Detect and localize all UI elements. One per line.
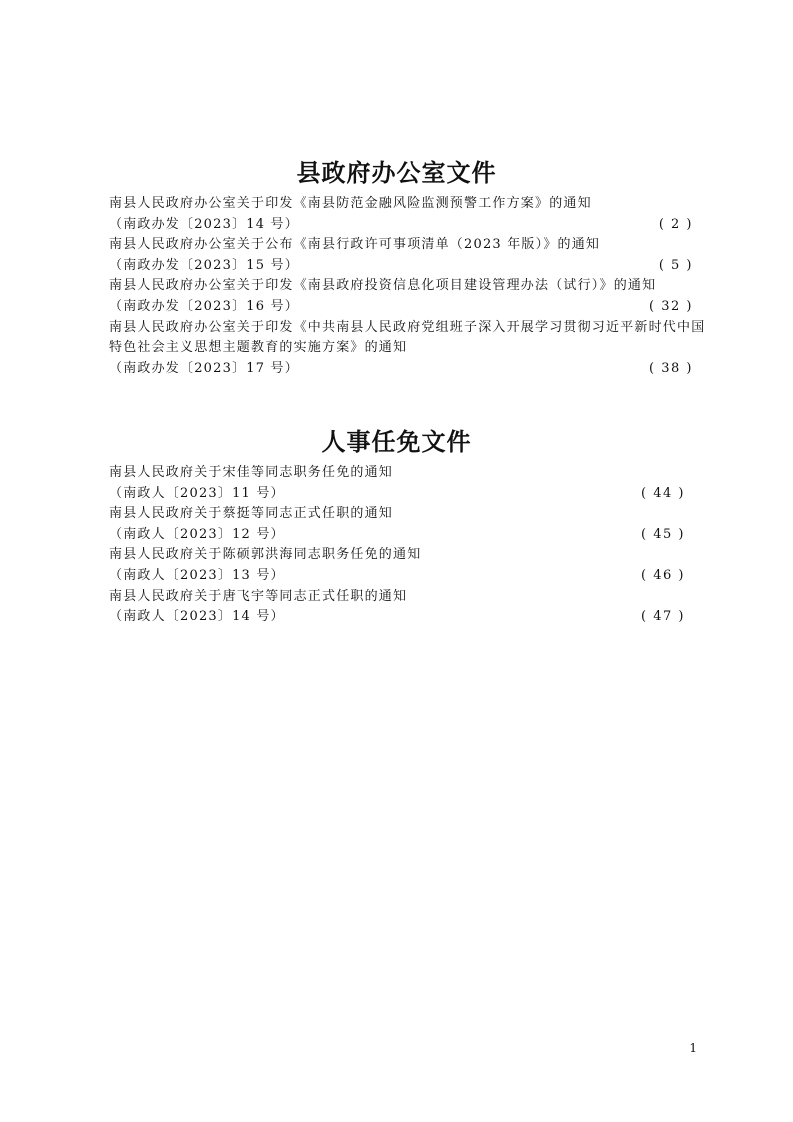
entry-doc-number: （南政办发〔2023〕17 号） (109, 360, 299, 376)
entry-doc-number: （南政办发〔2023〕15 号） (109, 257, 299, 273)
entry-title: 南县人民政府关于唐飞宇等同志正式任职的通知 (109, 588, 408, 604)
entry-page-ref: ( 38 ) (649, 360, 693, 376)
toc-entry[interactable] (0, 194, 793, 235)
entry-doc-line (0, 297, 793, 318)
entry-doc-line (0, 525, 793, 546)
entry-title: 南县人民政府关于宋佳等同志职务任免的通知 (109, 465, 394, 480)
entry-page-ref: ( 47 ) (641, 609, 685, 625)
entry-doc-line (0, 566, 793, 587)
entry-page-ref: ( 32 ) (649, 298, 693, 314)
entry-doc-number: （南政人〔2023〕13 号） (109, 567, 285, 583)
entry-doc-number: （南政人〔2023〕12 号） (109, 526, 285, 542)
toc-entry[interactable] (0, 545, 793, 586)
toc-entry[interactable] (0, 504, 793, 545)
entry-title: 南县人民政府关于蔡挺等同志正式任职的通知 (109, 506, 394, 522)
entry-doc-line (0, 215, 793, 236)
toc-entry[interactable] (0, 276, 793, 317)
entry-doc-line (0, 256, 793, 277)
entry-doc-number: （南政人〔2023〕14 号） (109, 609, 285, 625)
toc-entry[interactable] (0, 235, 793, 276)
entry-title-continued: 特色社会主义思想主题教育的实施方案》的通知 (109, 340, 408, 356)
entry-title: 南县人民政府关于陈硕郭洪海同志职务任免的通知 (109, 547, 422, 563)
section-title: 县政府办公室文件 (296, 158, 497, 187)
entry-title: 南县人民政府办公室关于印发《南县政府投资信息化项目建设管理办法（试行）》的通知 (109, 278, 657, 294)
entry-page-ref: ( 45 ) (641, 526, 685, 542)
entry-doc-line (0, 359, 793, 380)
toc-entry[interactable] (0, 587, 793, 628)
entry-doc-number: （南政人〔2023〕11 号） (109, 485, 285, 501)
toc-entry[interactable] (0, 463, 793, 504)
entry-page-ref: ( 2 ) (658, 216, 693, 232)
entry-page-ref: ( 5 ) (658, 257, 693, 273)
entry-doc-number: （南政办发〔2023〕16 号） (109, 298, 299, 314)
toc-entry[interactable] (0, 318, 793, 380)
page-number: 1 (689, 1041, 697, 1055)
section-personnel-appointment-documents (0, 425, 793, 628)
entry-title: 南县人民政府办公室关于公布《南县行政许可事项清单（2023 年版）》的通知 (109, 237, 601, 253)
entry-title: 南县人民政府办公室关于印发《中共南县人民政府党组班子深入开展学习贯彻习近平新时代中国 (109, 319, 706, 335)
section-title: 人事任免文件 (321, 427, 472, 456)
entry-doc-line (0, 607, 793, 628)
entry-title: 南县人民政府办公室关于印发《南县防范金融风险监测预警工作方案》的通知 (109, 196, 592, 211)
entry-page-ref: ( 46 ) (641, 567, 685, 583)
entry-doc-number: （南政办发〔2023〕14 号） (109, 216, 299, 232)
section-county-office-documents (0, 156, 793, 379)
entry-page-ref: ( 44 ) (641, 485, 685, 501)
entry-doc-line (0, 484, 793, 505)
